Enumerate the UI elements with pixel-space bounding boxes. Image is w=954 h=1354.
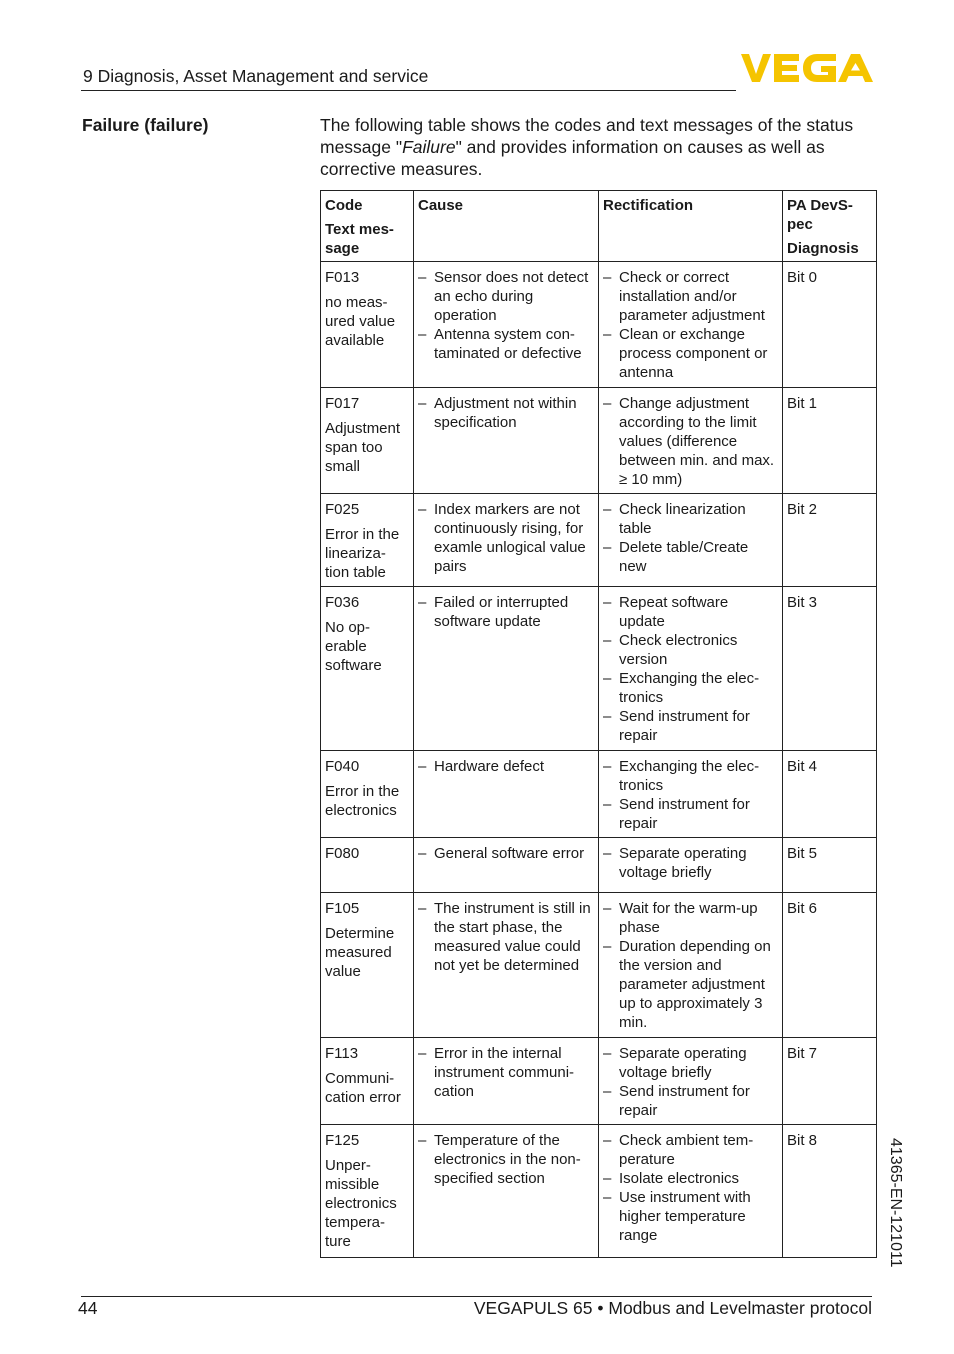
header-rectification-label: Rectification bbox=[603, 197, 694, 214]
diagnosis-bit-cell bbox=[783, 262, 877, 388]
cause-list bbox=[418, 394, 594, 432]
failure-table bbox=[320, 190, 877, 1258]
header-code bbox=[321, 191, 414, 262]
table-row bbox=[321, 751, 877, 838]
error-message: Communi- cation error bbox=[325, 1070, 401, 1106]
diagnosis-bit: Bit 6 bbox=[787, 900, 818, 917]
rectification-item: – Check linearization table bbox=[603, 500, 778, 538]
rectification-item: – Duration depending on the version and parameter adjustment up to approximately 3 min. bbox=[603, 937, 778, 1032]
table-row bbox=[321, 587, 877, 751]
cause-cell bbox=[414, 262, 599, 388]
rectification-item: – Exchanging the elec- tronics bbox=[603, 669, 778, 707]
rectification-cell bbox=[599, 1125, 783, 1258]
rectification-item: – Change adjustment according to the limit values (difference between min. and max. ≥ 10 mm) bbox=[603, 394, 778, 489]
table-row bbox=[321, 893, 877, 1038]
diagnosis-bit: Bit 7 bbox=[787, 1045, 818, 1062]
error-code: F080 bbox=[325, 845, 360, 862]
table-row bbox=[321, 1125, 877, 1258]
diagnosis-bit: Bit 8 bbox=[787, 1132, 818, 1149]
rectification-list bbox=[603, 500, 778, 576]
cause-item: – Error in the internal instrument communi- cation bbox=[418, 1044, 594, 1101]
table-header-row bbox=[321, 191, 877, 262]
diagnosis-bit-cell bbox=[783, 838, 877, 893]
code-cell bbox=[321, 838, 414, 893]
intro-italic-term: Failure bbox=[402, 137, 456, 157]
error-code: F017 bbox=[325, 395, 360, 412]
error-message: Adjustment span too small bbox=[325, 420, 401, 475]
error-message: no meas- ured value available bbox=[325, 294, 396, 349]
diagnosis-bit-cell bbox=[783, 1125, 877, 1258]
cause-list bbox=[418, 268, 594, 363]
section-label: Failure (failure) bbox=[82, 115, 209, 135]
rectification-item: – Use instrument with higher temperature range bbox=[603, 1188, 778, 1245]
intro-text: The following table shows the codes and text messages of the status message " bbox=[320, 115, 854, 157]
diagnosis-bit: Bit 5 bbox=[787, 845, 818, 862]
header-text-message-label: Text mes- sage bbox=[325, 221, 394, 257]
rectification-cell bbox=[599, 494, 783, 587]
code-cell bbox=[321, 1038, 414, 1125]
rectification-item: – Send instrument for repair bbox=[603, 1082, 778, 1120]
rectification-cell bbox=[599, 751, 783, 838]
table-row bbox=[321, 262, 877, 388]
diagnosis-bit: Bit 0 bbox=[787, 269, 818, 286]
code-cell bbox=[321, 751, 414, 838]
rectification-cell bbox=[599, 587, 783, 751]
error-message: Determine measured value bbox=[325, 925, 395, 980]
rectification-cell bbox=[599, 838, 783, 893]
rectification-list bbox=[603, 899, 778, 1032]
rectification-cell bbox=[599, 893, 783, 1038]
chapter-title: 9 Diagnosis, Asset Management and service bbox=[83, 66, 429, 86]
rectification-item: – Delete table/Create new bbox=[603, 538, 778, 576]
header-cause-label: Cause bbox=[418, 197, 464, 214]
rectification-list bbox=[603, 1131, 778, 1245]
rectification-list bbox=[603, 593, 778, 745]
header-code-label: Code bbox=[325, 197, 363, 214]
code-cell bbox=[321, 893, 414, 1038]
cause-cell bbox=[414, 1038, 599, 1125]
document-code: 41365-EN-121011 bbox=[887, 1138, 904, 1268]
rectification-item: – Check ambient tem- perature bbox=[603, 1131, 778, 1169]
diagnosis-bit-cell bbox=[783, 893, 877, 1038]
rectification-cell bbox=[599, 1038, 783, 1125]
code-cell bbox=[321, 388, 414, 494]
cause-item: – General software error bbox=[418, 844, 594, 863]
rectification-item: – Separate operating voltage briefly bbox=[603, 844, 778, 882]
intro-paragraph bbox=[320, 114, 876, 180]
cause-cell bbox=[414, 893, 599, 1038]
cause-cell bbox=[414, 587, 599, 751]
code-cell bbox=[321, 494, 414, 587]
cause-cell bbox=[414, 494, 599, 587]
header-diagnosis bbox=[783, 191, 877, 262]
diagnosis-bit-cell bbox=[783, 751, 877, 838]
rectification-item: – Send instrument for repair bbox=[603, 707, 778, 745]
cause-cell bbox=[414, 388, 599, 494]
rectification-cell bbox=[599, 388, 783, 494]
error-message: Unper- missible electronics tempera- ture bbox=[325, 1157, 397, 1250]
footer-rule bbox=[81, 1296, 872, 1297]
rectification-list bbox=[603, 268, 778, 382]
rectification-item: – Send instrument for repair bbox=[603, 795, 778, 833]
diagnosis-bit: Bit 4 bbox=[787, 758, 818, 775]
rectification-item: – Check or correct installation and/or parameter adjustment bbox=[603, 268, 778, 325]
error-code: F013 bbox=[325, 269, 360, 286]
rectification-item: – Check electronics version bbox=[603, 631, 778, 669]
header-rectification bbox=[599, 191, 783, 262]
error-code: F105 bbox=[325, 900, 360, 917]
diagnosis-bit-cell bbox=[783, 587, 877, 751]
header-diagnosis-label: Diagnosis bbox=[787, 240, 859, 257]
cause-list bbox=[418, 844, 594, 863]
diagnosis-bit-cell bbox=[783, 388, 877, 494]
diagnosis-bit-cell bbox=[783, 1038, 877, 1125]
rectification-item: – Isolate electronics bbox=[603, 1169, 778, 1188]
cause-list bbox=[418, 1044, 594, 1101]
rectification-item: – Exchanging the elec- tronics bbox=[603, 757, 778, 795]
error-code: F113 bbox=[325, 1045, 359, 1062]
cause-item: – The instrument is still in the start phase, the measured value could not yet be determined bbox=[418, 899, 594, 975]
error-message: Error in the electronics bbox=[325, 783, 400, 819]
intro-text-end: " and provides information on causes as well as corrective measures. bbox=[320, 137, 825, 179]
error-message: Error in the lineariza- tion table bbox=[325, 526, 400, 581]
cause-item: – Temperature of the electronics in the non- specified section bbox=[418, 1131, 594, 1188]
table-row bbox=[321, 494, 877, 587]
error-code: F125 bbox=[325, 1132, 360, 1149]
diagnosis-bit: Bit 3 bbox=[787, 594, 818, 611]
table-row bbox=[321, 838, 877, 893]
error-code: F040 bbox=[325, 758, 360, 775]
cause-item: – Sensor does not detect an echo during operation bbox=[418, 268, 594, 325]
diagnosis-bit: Bit 1 bbox=[787, 395, 818, 412]
header-pa-label: PA DevS- pec bbox=[787, 197, 853, 233]
cause-list bbox=[418, 500, 594, 576]
rectification-cell bbox=[599, 262, 783, 388]
table-row bbox=[321, 1038, 877, 1125]
cause-item: – Failed or interrupted software update bbox=[418, 593, 594, 631]
header-rule bbox=[81, 90, 736, 91]
rectification-list bbox=[603, 1044, 778, 1120]
diagnosis-bit: Bit 2 bbox=[787, 501, 818, 518]
error-code: F036 bbox=[325, 594, 360, 611]
cause-list bbox=[418, 593, 594, 631]
cause-cell bbox=[414, 1125, 599, 1258]
cause-item: – Hardware defect bbox=[418, 757, 594, 776]
rectification-item: – Clean or exchange process component or antenna bbox=[603, 325, 778, 382]
rectification-list bbox=[603, 757, 778, 833]
table-row bbox=[321, 388, 877, 494]
footer-title: VEGAPULS 65 • Modbus and Levelmaster protocol bbox=[473, 1298, 872, 1318]
code-cell bbox=[321, 587, 414, 751]
code-cell bbox=[321, 1125, 414, 1258]
cause-list bbox=[418, 1131, 594, 1188]
rectification-list bbox=[603, 844, 778, 882]
rectification-item: – Wait for the warm-up phase bbox=[603, 899, 778, 937]
cause-item: – Antenna system con- taminated or defective bbox=[418, 325, 594, 363]
vega-logo bbox=[741, 53, 873, 83]
rectification-item: – Separate operating voltage briefly bbox=[603, 1044, 778, 1082]
cause-list bbox=[418, 899, 594, 975]
cause-item: – Adjustment not within specification bbox=[418, 394, 594, 432]
header-cause bbox=[414, 191, 599, 262]
cause-cell bbox=[414, 751, 599, 838]
cause-item: – Index markers are not continuously rising, for examle unlogical value pairs bbox=[418, 500, 594, 576]
diagnosis-bit-cell bbox=[783, 494, 877, 587]
rectification-item: – Repeat software update bbox=[603, 593, 778, 631]
cause-list bbox=[418, 757, 594, 776]
error-code: F025 bbox=[325, 501, 360, 518]
code-cell bbox=[321, 262, 414, 388]
page-number: 44 bbox=[78, 1298, 98, 1318]
rectification-list bbox=[603, 394, 778, 489]
table-body bbox=[321, 262, 877, 1258]
error-message: No op- erable software bbox=[325, 619, 382, 674]
cause-cell bbox=[414, 838, 599, 893]
